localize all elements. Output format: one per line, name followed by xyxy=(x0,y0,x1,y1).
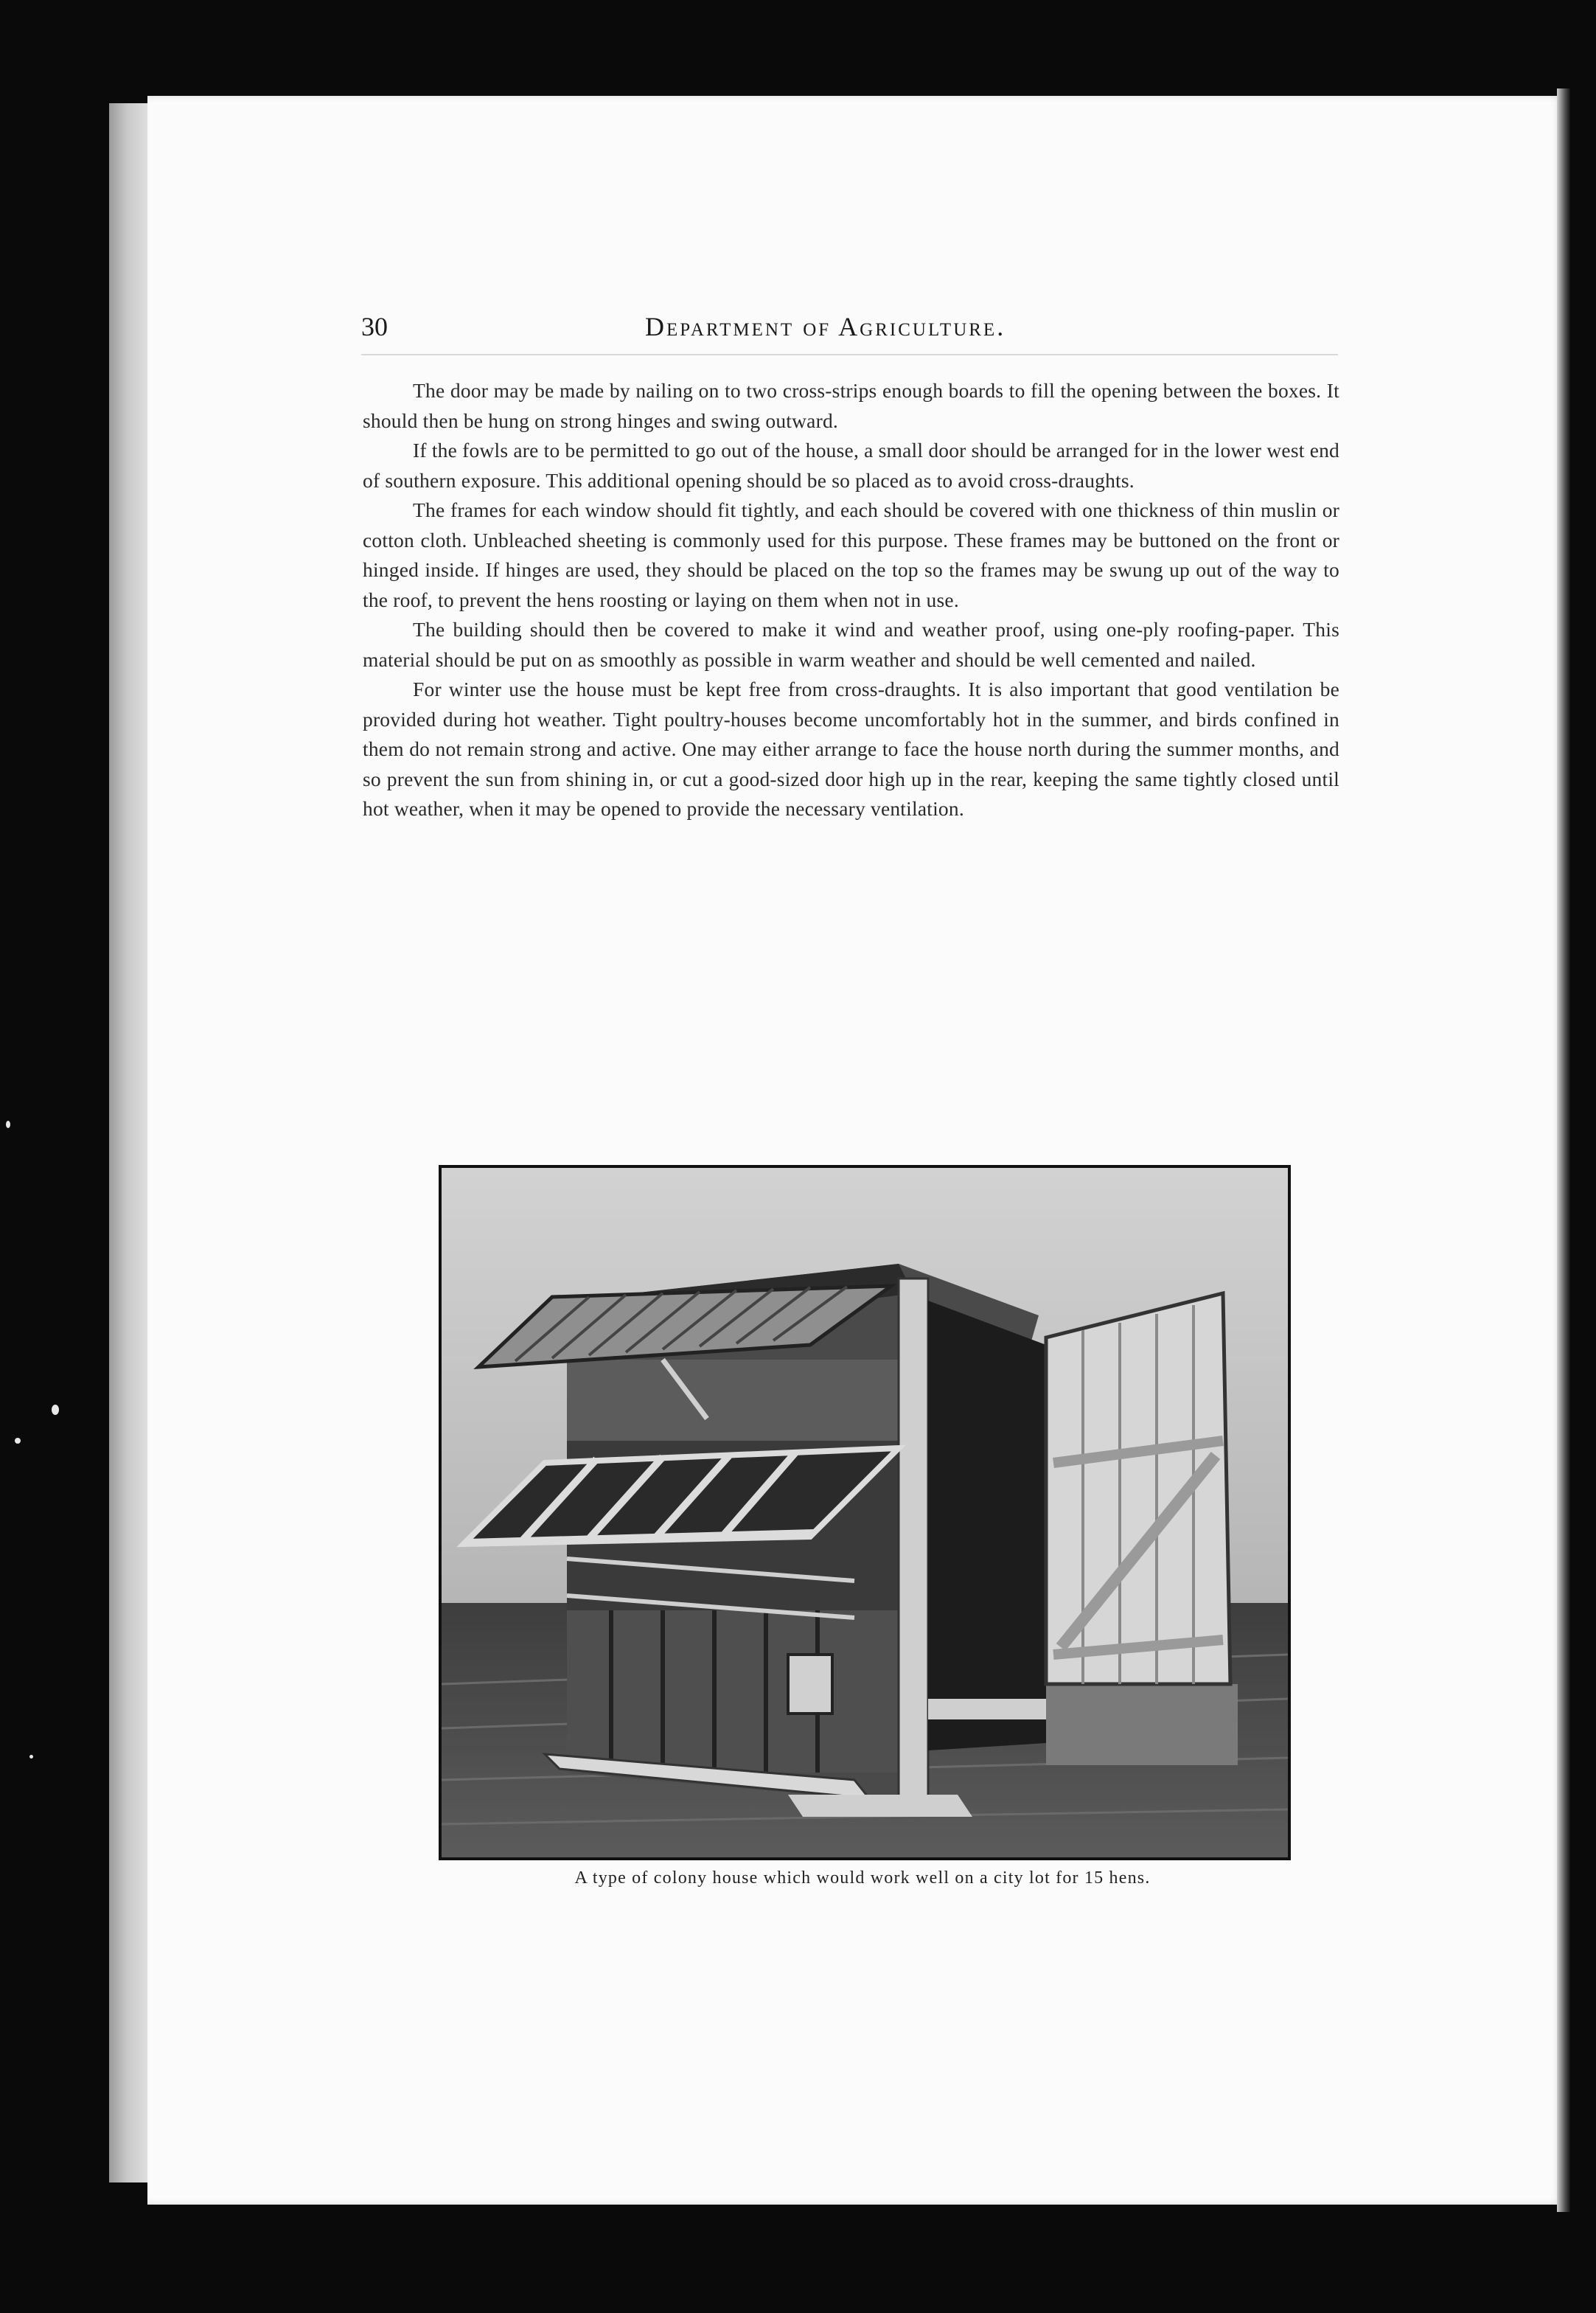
colony-house-photo xyxy=(439,1165,1291,1860)
page-right-edge xyxy=(1557,88,1570,2212)
paragraph: The frames for each window should fit tightly, and each should be covered with one thickness of thin muslin or cotton cloth. Unbleached sheeting is commonly used for this purpose. These frames may be buttoned on the front or hinged inside. If hinges are used, they should be placed on the top so the frames may be swung up out of the way to the roof, to prevent the hens roosting or laying on them when not in use. xyxy=(363,498,1339,611)
page-number: 30 xyxy=(361,312,388,341)
colony-house-illustration xyxy=(442,1168,1288,1857)
figure-caption: A type of colony house which would work well on a city lot for 15 hens. xyxy=(574,1868,1151,1888)
body-text xyxy=(363,376,1339,824)
scan-speck xyxy=(52,1405,59,1415)
paragraph: The door may be made by nailing on to two cross-strips enough boards to fill the opening between the boxes. It should then be hung on strong hinges and swing outward. xyxy=(363,379,1339,432)
scan-speck xyxy=(15,1438,21,1444)
colony-house xyxy=(464,1264,1238,1817)
scan-speck xyxy=(29,1755,33,1759)
paragraph: For winter use the house must be kept free from cross-draughts. It is also important that good ventilation be provided during hot weather. Tight poultry-houses become uncomfortably hot in the summer, and birds confined in them do not remain strong and active. One may either arrange to face the house north during the summer months, and so prevent the sun from shining in, or cut a good-sized door high up in the rear, keeping the same tightly closed until hot weather, when it may be opened to provide the necessary ventilation. xyxy=(363,678,1339,820)
running-title: Department of Agriculture. xyxy=(645,312,1006,341)
paragraph: If the fowls are to be permitted to go out of the house, a small door should be arranged for in the lower west end of southern exposure. This additional opening should be so placed as to avoid cross-draughts. xyxy=(363,439,1339,492)
running-head xyxy=(361,310,1338,355)
paragraph: The building should then be covered to make it wind and weather proof, using one-ply roofing-paper. This material should be put on as smoothly as possible in warm weather and should be well cemented and nailed. xyxy=(363,618,1339,671)
scan-speck xyxy=(6,1121,10,1128)
